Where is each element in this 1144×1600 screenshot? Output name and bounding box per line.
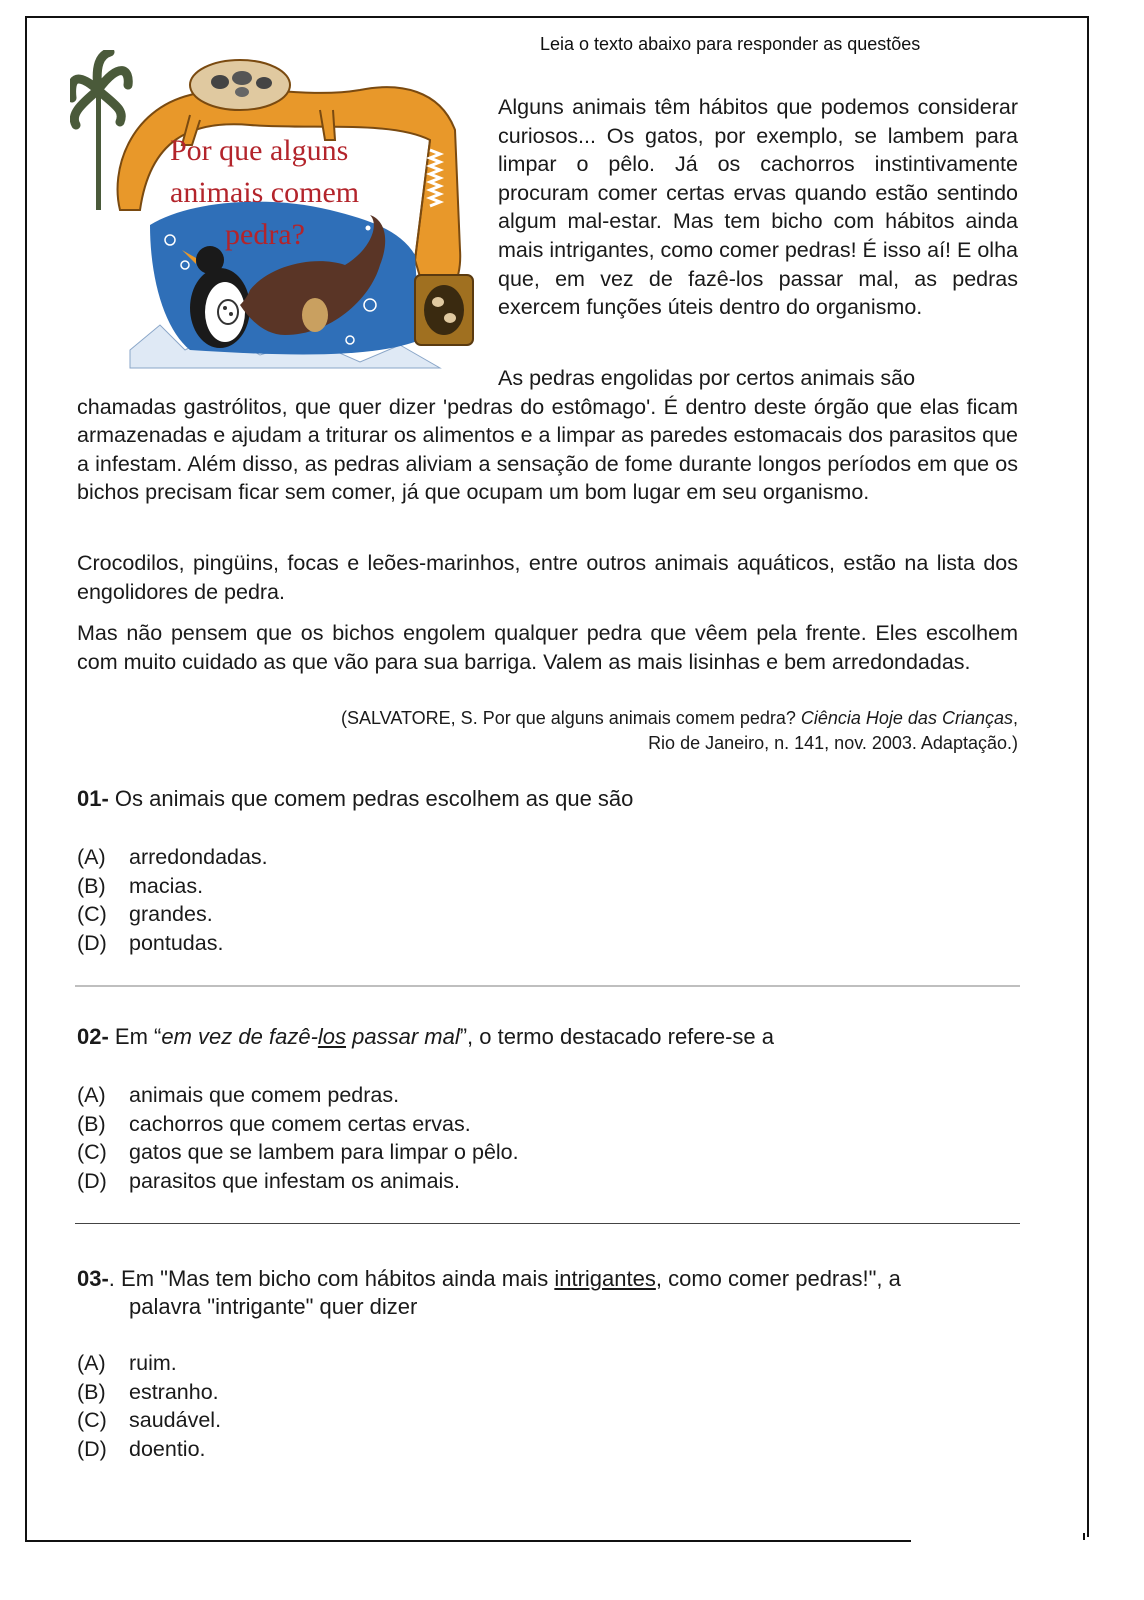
illustration-title-line-2: animais comem xyxy=(170,176,360,209)
page-frame-top xyxy=(25,16,1089,18)
article-illustration xyxy=(70,50,484,374)
option-b[interactable]: (B) estranho. xyxy=(77,1379,219,1404)
option-b[interactable]: (B) cachorros que comem certas ervas. xyxy=(77,1111,471,1136)
option-c[interactable]: (C) grandes. xyxy=(77,902,213,927)
citation xyxy=(260,706,1018,756)
option-c[interactable]: (C) saudável. xyxy=(77,1408,222,1433)
question-1-text: Os animais que comem pedras escolhem as que são xyxy=(114,786,634,811)
paragraph-2-first-line: As pedras engolidas por certos animais são xyxy=(498,366,916,390)
highlighted-term: los xyxy=(317,1024,347,1049)
question-1 xyxy=(77,785,633,813)
question-3: 03-. Em "Mas tem bicho com hábitos ainda mais intrigantes, como comer pedras!", a palavra "intrigante" quer dizer xyxy=(77,1265,1018,1321)
illustration-title-line-1: Por que alguns xyxy=(170,134,349,167)
option-a[interactable]: (A) ruim. xyxy=(77,1351,177,1375)
page-frame-bottom xyxy=(25,1540,911,1542)
question-2-number: 02- xyxy=(77,1024,109,1049)
question-1-options xyxy=(77,843,268,957)
option-d[interactable]: (D) parasitos que infestam os animais. xyxy=(77,1168,461,1193)
question-3-line-2: palavra "intrigante" quer dizer xyxy=(129,1294,418,1319)
question-1-number: 01- xyxy=(77,786,109,811)
divider xyxy=(75,1223,1020,1224)
paragraph-1: Alguns animais têm hábitos que podemos considerar curiosos... Os gatos, por exemplo, se lambem para limpar o pêlo. Já os cachorros instintivamente procuram comer certas ervas quando estão sentindo algum mal-estar. Mas tem bicho com hábitos ainda mais intrigantes, como comer pedras! É isso aí! E olha que, em vez de fazê-los passar mal, as pedras exercem funções úteis dentro do organismo. xyxy=(498,95,1018,320)
question-3-number: 03- xyxy=(77,1266,109,1291)
option-c[interactable]: (C) gatos que se lambem para limpar o pêlo. xyxy=(77,1140,519,1165)
citation-journal: Ciência Hoje das Crianças xyxy=(800,708,1013,728)
paragraph-2 xyxy=(77,364,1018,507)
page-frame-tick xyxy=(1083,1533,1085,1540)
page-frame-left xyxy=(25,16,27,1542)
option-d[interactable]: (D) doentio. xyxy=(77,1436,206,1461)
option-d[interactable]: (D) pontudas. xyxy=(77,930,224,955)
question-3-options xyxy=(77,1349,221,1463)
instruction: Leia o texto abaixo para responder as questões xyxy=(540,34,921,54)
citation-comma: , xyxy=(1012,708,1018,728)
citation-line-2: Rio de Janeiro, n. 141, nov. 2003. Adaptação.) xyxy=(648,733,1018,753)
option-a[interactable]: (A) animais que comem pedras. xyxy=(77,1083,400,1107)
citation-author: (SALVATORE, S. Por que alguns animais comem pedra? xyxy=(340,708,801,728)
highlighted-word: intrigantes xyxy=(554,1266,656,1291)
option-a[interactable]: (A) arredondadas. xyxy=(77,845,268,869)
paragraph-3: Crocodilos, pingüins, focas e leões-marinhos, entre outros animais aquáticos, estão na lista dos engolidores de pedra. xyxy=(77,551,1018,604)
question-2-options xyxy=(77,1081,519,1195)
page-frame-right xyxy=(1087,16,1089,1537)
paragraph-4: Mas não pensem que os bichos engolem qualquer pedra que vêem pela frente. Eles escolhem com muito cuidado as que vão para sua barriga. Valem as mais lisinhas e bem arredondadas. xyxy=(77,621,1018,674)
paragraph-2-rest: chamadas gastrólitos, que quer dizer 'pedras do estômago'. É dentro deste órgão que elas ficam armazenadas e ajudam a triturar os alimentos e a limpar as paredes estomacais dos parasitos que a infestam. Além disso, as pedras aliviam a sensação de fome durante longos períodos em que os bichos precisam ficar sem comer, já que ocupam um bom lugar em seu organismo. xyxy=(77,394,1018,505)
question-2: 02- Em “em vez de fazê-los passar mal”, o termo destacado refere-se a xyxy=(77,1024,774,1049)
stomach-sign-icon xyxy=(415,275,473,345)
divider xyxy=(75,985,1020,987)
illustration-title-line-3: pedra? xyxy=(225,218,305,251)
option-b[interactable]: (B) macias. xyxy=(77,873,204,898)
